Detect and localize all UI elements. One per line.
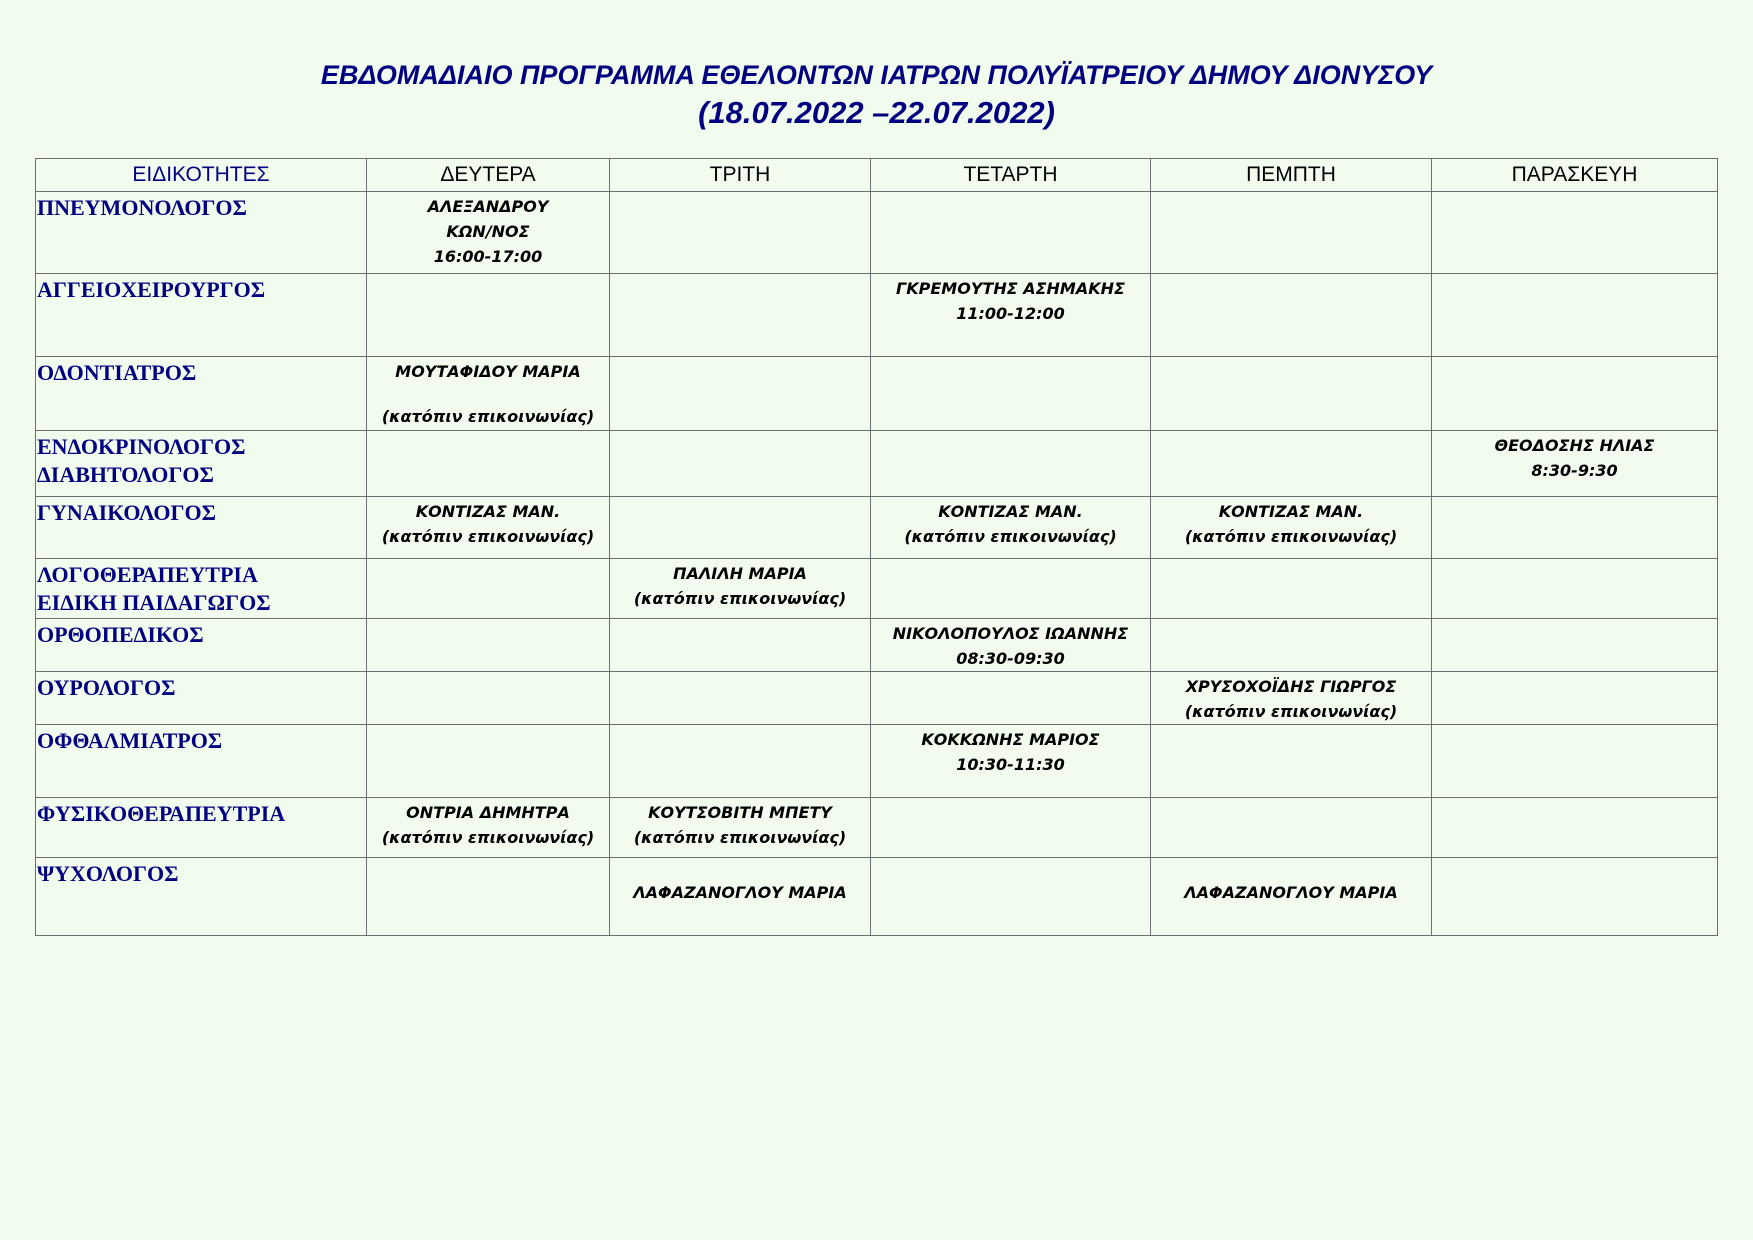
appointment-note: (κατόπιν επικοινωνίας)	[1184, 527, 1398, 546]
specialty-label: ΟΔΟΝΤΙΑΤΡΟΣ	[37, 360, 197, 385]
schedule-cell-day-wednesday	[871, 274, 1151, 357]
schedule-cell-day-wednesday	[871, 559, 1151, 619]
page-subtitle-dates: (18.07.2022 –22.07.2022)	[698, 95, 1055, 130]
schedule-cell-day-wednesday	[871, 858, 1151, 936]
cell-spacer	[367, 384, 609, 404]
specialty-cell	[36, 725, 367, 798]
schedule-cell-day-wednesday	[871, 357, 1151, 431]
schedule-cell-day-monday	[367, 619, 610, 672]
specialty-label: ΦΥΣΙΚΟΘΕΡΑΠΕΥΤΡΙΑ	[37, 801, 286, 826]
schedule-cell-day-wednesday	[871, 619, 1151, 672]
schedule-cell-day-tuesday	[610, 497, 871, 559]
schedule-cell-day-monday	[367, 431, 610, 497]
appointment-note: (κατόπιν επικοινωνίας)	[381, 828, 595, 847]
column-header-day-friday: ΠΑΡΑΣΚΕΥΗ	[1432, 159, 1718, 192]
schedule-cell-day-monday	[367, 274, 610, 357]
column-header-day-thursday: ΠΕΜΠΤΗ	[1151, 159, 1432, 192]
schedule-cell-day-thursday	[1151, 431, 1432, 497]
doctor-name: ΓΚΡΕΜΟΥΤΗΣ ΑΣΗΜΑΚΗΣ	[896, 279, 1125, 298]
specialty-label: ΔΙΑΒΗΤΟΛΟΓΟΣ	[37, 462, 214, 487]
column-header-day-monday: ΔΕΥΤΕΡΑ	[367, 159, 610, 192]
doctor-name: ΝΙΚΟΛΟΠΟΥΛΟΣ ΙΩΑΝΝΗΣ	[892, 624, 1129, 643]
time-slot: 16:00-17:00	[433, 247, 543, 266]
specialty-label: ΟΦΘΑΛΜΙΑΤΡΟΣ	[37, 728, 223, 753]
specialty-cell	[36, 559, 367, 619]
specialty-cell	[36, 858, 367, 936]
schedule-cell-day-friday	[1432, 798, 1718, 858]
doctor-name: ΛΑΦΑΖΑΝΟΓΛΟΥ ΜΑΡΙΑ	[1184, 883, 1398, 902]
table-row	[36, 357, 1718, 431]
specialty-cell	[36, 798, 367, 858]
specialty-label: ΑΓΓΕΙΟΧΕΙΡΟΥΡΓΟΣ	[37, 277, 266, 302]
doctor-name: ΟΝΤΡΙΑ ΔΗΜΗΤΡΑ	[406, 803, 570, 822]
specialty-label: ΕΝΔΟΚΡΙΝΟΛΟΓΟΣ	[37, 434, 246, 459]
schedule-cell-day-wednesday	[871, 725, 1151, 798]
specialty-label: ΨΥΧΟΛΟΓΟΣ	[37, 861, 179, 886]
specialty-label: ΟΡΘΟΠΕΔΙΚΟΣ	[37, 622, 204, 647]
table-row	[36, 672, 1718, 725]
table-row	[36, 559, 1718, 619]
appointment-note: (κατόπιν επικοινωνίας)	[1184, 702, 1398, 721]
cell-spacer	[610, 860, 870, 880]
schedule-cell-day-friday	[1432, 357, 1718, 431]
schedule-cell-day-tuesday	[610, 357, 871, 431]
schedule-cell-day-monday	[367, 357, 610, 431]
schedule-cell-day-thursday	[1151, 725, 1432, 798]
schedule-cell-day-monday	[367, 725, 610, 798]
schedule-cell-day-thursday	[1151, 559, 1432, 619]
schedule-cell-day-thursday	[1151, 192, 1432, 274]
specialty-label: ΛΟΓΟΘΕΡΑΠΕΥΤΡΙΑ	[37, 562, 258, 587]
schedule-cell-day-tuesday	[610, 672, 871, 725]
schedule-cell-day-thursday	[1151, 274, 1432, 357]
schedule-cell-day-tuesday	[610, 431, 871, 497]
schedule-cell-day-thursday	[1151, 798, 1432, 858]
schedule-cell-day-friday	[1432, 431, 1718, 497]
schedule-cell-day-friday	[1432, 274, 1718, 357]
doctor-name: ΜΟΥΤΑΦΙΔΟΥ ΜΑΡΙΑ	[395, 362, 581, 381]
schedule-cell-day-friday	[1432, 619, 1718, 672]
doctor-name: ΧΡΥΣΟΧΟΪΔΗΣ ΓΙΩΡΓΟΣ	[1185, 677, 1397, 696]
doctor-name: ΘΕΟΔΟΣΗΣ ΗΛΙΑΣ	[1494, 436, 1655, 455]
schedule-cell-day-tuesday	[610, 798, 871, 858]
doctor-name: ΚΟΝΤΙΖΑΣ ΜΑΝ.	[415, 502, 561, 521]
specialty-label: ΠΝΕΥΜΟΝΟΛΟΓΟΣ	[37, 195, 247, 220]
specialty-label: ΓΥΝΑΙΚΟΛΟΓΟΣ	[37, 500, 216, 525]
schedule-cell-day-wednesday	[871, 431, 1151, 497]
appointment-note: (κατόπιν επικοινωνίας)	[633, 828, 847, 847]
appointment-note: (κατόπιν επικοινωνίας)	[381, 407, 595, 426]
schedule-cell-day-monday	[367, 858, 610, 936]
table-row	[36, 619, 1718, 672]
schedule-cell-day-tuesday	[610, 725, 871, 798]
schedule-cell-day-monday	[367, 559, 610, 619]
specialty-cell	[36, 619, 367, 672]
specialty-cell	[36, 192, 367, 274]
doctor-name: ΚΟΚΚΩΝΗΣ ΜΑΡΙΟΣ	[921, 730, 1100, 749]
table-row	[36, 497, 1718, 559]
specialty-cell	[36, 497, 367, 559]
specialty-label: ΕΙΔΙΚΗ ΠΑΙΔΑΓΩΓΟΣ	[37, 590, 271, 615]
specialty-cell	[36, 431, 367, 497]
table-row	[36, 274, 1718, 357]
table-row	[36, 431, 1718, 497]
doctor-name: ΚΩΝ/ΝΟΣ	[446, 222, 530, 241]
schedule-cell-day-thursday	[1151, 357, 1432, 431]
schedule-cell-day-friday	[1432, 497, 1718, 559]
specialty-label: ΟΥΡΟΛΟΓΟΣ	[37, 675, 176, 700]
column-header-specialties: ΕΙΔΙΚΟΤΗΤΕΣ	[36, 159, 367, 192]
schedule-cell-day-wednesday	[871, 672, 1151, 725]
schedule-cell-day-friday	[1432, 559, 1718, 619]
doctor-name: ΚΟΥΤΣΟΒΙΤΗ ΜΠΕΤΥ	[648, 803, 832, 822]
schedule-cell-day-thursday	[1151, 619, 1432, 672]
doctor-name: ΑΛΕΞΑΝΔΡΟΥ	[427, 197, 549, 216]
cell-spacer	[1151, 860, 1431, 880]
schedule-cell-day-tuesday	[610, 559, 871, 619]
appointment-note: (κατόπιν επικοινωνίας)	[904, 527, 1117, 546]
schedule-cell-day-tuesday	[610, 274, 871, 357]
column-header-day-tuesday: ΤΡΙΤΗ	[610, 159, 871, 192]
doctor-name: ΚΟΝΤΙΖΑΣ ΜΑΝ.	[938, 502, 1083, 521]
schedule-cell-day-friday	[1432, 192, 1718, 274]
specialty-cell	[36, 672, 367, 725]
schedule-cell-day-friday	[1432, 725, 1718, 798]
schedule-cell-day-wednesday	[871, 192, 1151, 274]
schedule-cell-day-monday	[367, 497, 610, 559]
specialty-cell	[36, 357, 367, 431]
specialty-cell	[36, 274, 367, 357]
schedule-table	[35, 158, 1718, 936]
time-slot: 11:00-12:00	[956, 304, 1065, 323]
schedule-cell-day-monday	[367, 798, 610, 858]
table-row	[36, 725, 1718, 798]
schedule-cell-day-thursday	[1151, 497, 1432, 559]
schedule-cell-day-thursday	[1151, 858, 1432, 936]
doctor-name: ΠΑΛΙΛΗ ΜΑΡΙΑ	[673, 564, 807, 583]
doctor-name: ΚΟΝΤΙΖΑΣ ΜΑΝ.	[1218, 502, 1364, 521]
appointment-note: (κατόπιν επικοινωνίας)	[381, 527, 595, 546]
schedule-cell-day-tuesday	[610, 858, 871, 936]
schedule-cell-day-wednesday	[871, 497, 1151, 559]
time-slot: 08:30-09:30	[956, 649, 1065, 668]
table-header-row	[36, 159, 1718, 192]
table-row	[36, 798, 1718, 858]
schedule-cell-day-tuesday	[610, 192, 871, 274]
page-title: ΕΒΔΟΜΑΔΙΑΙΟ ΠΡΟΓΡΑΜΜΑ ΕΘΕΛΟΝΤΩΝ ΙΑΤΡΩΝ ΠΟΛΥΪΑΤΡΕΙΟΥ ΔΗΜΟΥ ΔΙΟΝΥΣΟΥ	[320, 60, 1433, 90]
table-row	[36, 192, 1718, 274]
appointment-note: (κατόπιν επικοινωνίας)	[633, 589, 847, 608]
schedule-cell-day-monday	[367, 672, 610, 725]
schedule-cell-day-friday	[1432, 858, 1718, 936]
column-header-day-wednesday: ΤΕΤΑΡΤΗ	[871, 159, 1151, 192]
time-slot: 8:30-9:30	[1531, 461, 1618, 480]
table-row	[36, 858, 1718, 936]
schedule-cell-day-tuesday	[610, 619, 871, 672]
schedule-cell-day-thursday	[1151, 672, 1432, 725]
schedule-cell-day-wednesday	[871, 798, 1151, 858]
schedule-cell-day-friday	[1432, 672, 1718, 725]
schedule-cell-day-monday	[367, 192, 610, 274]
time-slot: 10:30-11:30	[956, 755, 1065, 774]
doctor-name: ΛΑΦΑΖΑΝΟΓΛΟΥ ΜΑΡΙΑ	[633, 883, 847, 902]
